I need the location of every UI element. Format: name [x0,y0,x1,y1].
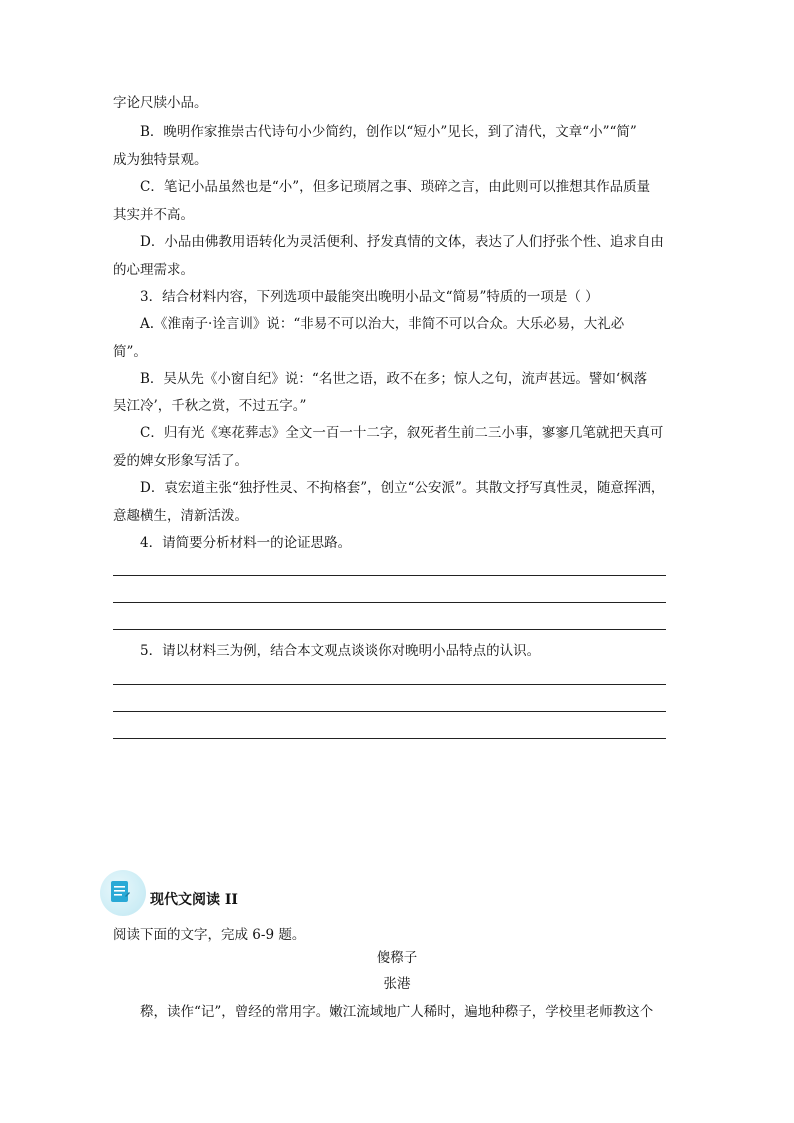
option-a-line: A.《淮南子·诠言训》说：“非易不可以治大，非简不可以合众。大乐必易，大礼必 [140,316,625,332]
reading-instruction: 阅读下面的文字，完成 6-9 题。 [113,927,306,943]
paragraph-line: 爱的婢女形象写活了。 [113,453,248,469]
option-b-line: B．晚明作家推崇古代诗句小少简约，创作以“短小”见长，到了清代，文章“小”“简” [140,124,637,140]
section-title: 现代文阅读 II [150,892,238,908]
question-3: 3．结合材料内容，下列选项中最能突出晚明小品文“简易”特质的一项是（ ） [140,289,599,305]
question-5: 5．请以材料三为例，结合本文观点谈谈你对晚明小品特点的认识。 [140,643,541,659]
option-d-line: D．袁宏道主张“独抒性灵、不拘格套”，创立“公安派”。其散文抒写真性灵，随意挥洒， [140,480,665,496]
answer-line[interactable] [113,575,666,576]
paragraph-line: 吴江冷’，千秋之赏，不过五字。” [113,398,307,414]
article-author: 张港 [383,976,411,992]
answer-line[interactable] [113,602,666,603]
paragraph-line: 其实并不高。 [113,207,194,223]
option-d-line: D．小品由佛教用语转化为灵活便利、抒发真情的文体，表达了人们抒张个性、追求自由 [140,234,664,250]
option-c-line: C．笔记小品虽然也是“小”，但多记琐屑之事、琐碎之言，由此则可以推想其作品质量 [140,179,651,195]
paragraph-line: 简”。 [113,344,147,360]
answer-line[interactable] [113,684,666,685]
paragraph-line: 的心理需求。 [113,262,194,278]
option-c-line: C．归有光《寒花葬志》全文一百一十二字，叙死者生前二三小事，寥寥几笔就把天真可 [140,425,664,441]
paragraph-line: 字论尺牍小品。 [113,95,208,111]
answer-line[interactable] [113,629,666,630]
paragraph-line: 成为独特景观。 [113,152,208,168]
option-b-line: B．吴从先《小窗自纪》说：“名世之语，政不在多；惊人之句，流声甚远。譬如‘枫落 [140,371,648,387]
section-header [100,870,400,918]
paragraph-line: 意趣横生，清新活泼。 [113,508,248,524]
article-first-line: 穄，读作“记”，曾经的常用字。嫩江流域地广人稀时，遍地种穄子，学校里老师教这个 [140,1004,654,1020]
section-badge [100,870,146,916]
article-title: 傻穄子 [376,950,418,966]
document-icon [110,880,130,904]
question-4: 4．请简要分析材料一的论证思路。 [140,535,352,551]
answer-line[interactable] [113,711,666,712]
answer-line[interactable] [113,738,666,739]
